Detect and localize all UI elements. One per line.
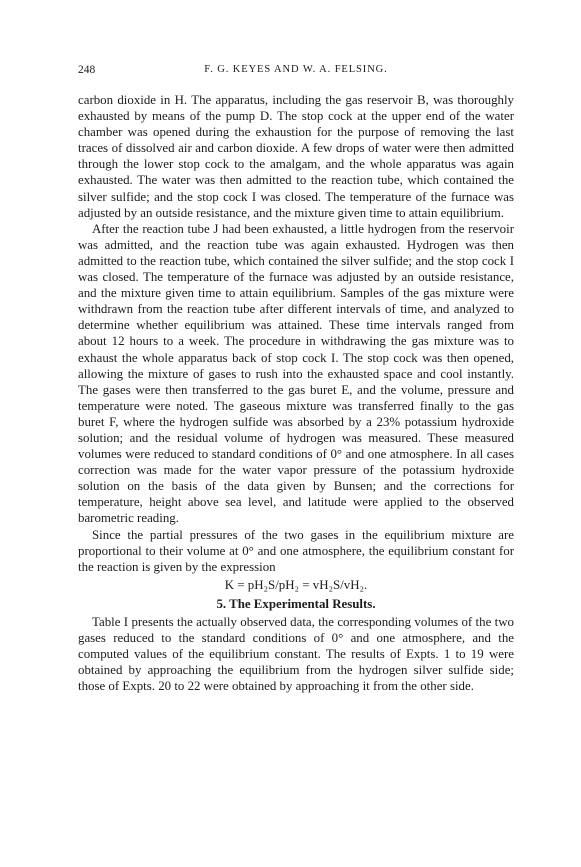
journal-page — [78, 64, 514, 694]
paragraph-results: Table I presents the actually observed data, the corresponding volumes of the two gases reduced to the standard conditions of 0° and one atmosphere, and the computed values of the equilibrium constant. The results of Expts. 1 to 19 were obtained by approaching the equilibrium from the hydrogen silver sulfide side; those of Expts. 20 to 22 were obtained by approaching it from the other side. — [78, 615, 514, 694]
page-number: 248 — [78, 64, 96, 76]
paragraph-apparatus: carbon dioxide in H. The apparatus, including the gas reservoir B, was thoroughly exhausted by means of the pump D. The stop cock at the upper end of the water chamber was opened during the exhaustion for the purpose of removing the last traces of dissolved air and carbon dioxide. A few drops of water were then admitted through the lower stop cock to the amalgam, and the whole apparatus was again exhausted. The water was then admitted to the reaction tube, which contained the silver sulfide; and the stop cock I was closed. The temperature of the furnace was adjusted by an outside resistance, and the mixture given time to attain equilibrium. — [78, 93, 514, 220]
running-head: F. G. KEYES AND W. A. FELSING. — [204, 64, 388, 75]
body-text — [78, 92, 514, 694]
paragraph-partial-pressures: Since the partial pressures of the two gases in the equilibrium mixture are proportional to their volume at 0° and one atmosphere, the equilibrium constant for the reaction is given by the expression — [78, 527, 514, 574]
page-header — [78, 64, 514, 82]
equilibrium-equation: K = pH₂S/pH₂ = vH₂S/vH₂. — [224, 577, 368, 592]
paragraph-procedure: After the reaction tube J had been exhausted, a little hydrogen from the reservoir was admitted, and the reaction tube was again exhausted. Hydrogen was then admitted to the reaction tube, which contained the silver sulfide; and the stop cock I was closed. The temperature of the furnace was adjusted by an outside resistance, and the mixture given time to attain equilibrium. Samples of the gas mixture were withdrawn from the reaction tube after different intervals of time, and analyzed to determine whether equilibrium was attained. These time intervals ranged from about 12 hours to a week. The procedure in withdrawing the gas mixture was to exhaust the whole apparatus back of stop cock I. The stop cock was then opened, allowing the mixture of gases to rush into the exhausted space and cool instantly. The gases were then transferred to the gas buret E, and the volume, pressure and temperature were noted. The gaseous mixture was transferred finally to the gas buret F, where the hydrogen sulfide was absorbed by a 23% potassium hydroxide solution; and the residual volume of hydrogen was measured. These measured volumes were reduced to standard conditions of 0° and one atmosphere. In all cases correction was made for the water vapor pressure of the potassium hydroxide solution on the basis of the data given by Bunsen; and the corrections for temperature, height above sea level, and latitude were applied to the observed barometric reading. — [78, 221, 514, 526]
section-heading: 5. The Experimental Results. — [216, 596, 376, 611]
